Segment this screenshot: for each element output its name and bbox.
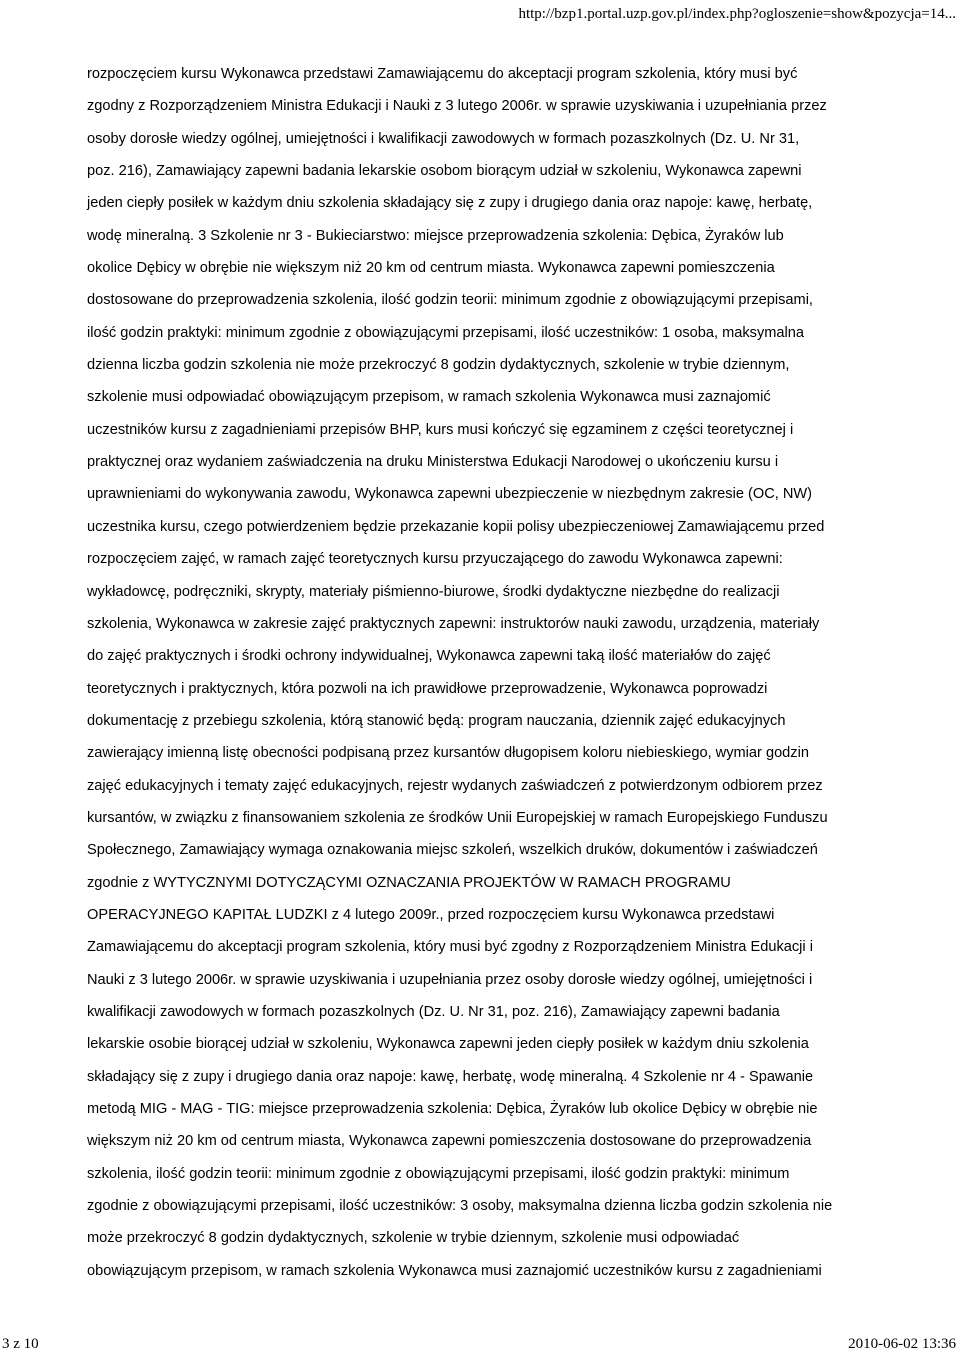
text-line: teoretycznych i praktycznych, która pozwoli na ich prawidłowe przeprowadzenie, Wykonawca poprowadzi: [87, 680, 768, 697]
text-line: Zamawiającemu do akceptacji program szkolenia, który musi być zgodny z Rozporządzeniem Ministra Edukacji i: [87, 939, 813, 956]
text-line: uprawnieniami do wykonywania zawodu, Wykonawca zapewni ubezpieczenie w niezbędnym zakresie (OC, NW): [87, 486, 813, 503]
print-timestamp: 2010-06-02 13:36: [848, 1336, 956, 1352]
text-line: zawierający imienną listę obecności podpisaną przez kursantów długopisem koloru niebieskiego, wymiar godzin: [87, 745, 809, 762]
text-line: jeden ciepły posiłek w każdym dniu szkolenia składający się z zupy i drugiego dania oraz napoje: kawę, herbatę,: [87, 195, 813, 212]
document-body-text: [87, 64, 897, 1293]
text-line: dzienna liczba godzin szkolenia nie może przekroczyć 8 godzin dydaktycznych, szkolenie w trybie dziennym,: [87, 357, 790, 374]
text-line: OPERACYJNEGO KAPITAŁ LUDZKI z 4 lutego 2009r., przed rozpoczęciem kursu Wykonawca przedstawi: [87, 906, 775, 923]
text-line: szkolenia, Wykonawca w zakresie zajęć praktycznych zapewni: instruktorów nauki zawodu, urządzenia, materiały: [87, 615, 820, 632]
text-line: obowiązującym przepisom, w ramach szkolenia Wykonawca musi zaznajomić uczestników kursu z zagadnieniami: [87, 1262, 822, 1279]
text-line: osoby dorosłe wiedzy ogólnej, umiejętności i kwalifikacji zawodowych w formach pozaszkolnych (Dz. U. Nr 31,: [87, 130, 800, 147]
text-line: uczestników kursu z zagadnieniami przepisów BHP, kurs musi kończyć się egzaminem z części teoretycznej i: [87, 421, 794, 438]
text-line: kwalifikacji zawodowych w formach pozaszkolnych (Dz. U. Nr 31, poz. 216), Zamawiający zapewni badania: [87, 1003, 780, 1020]
text-line: zgodny z Rozporządzeniem Ministra Edukacji i Nauki z 3 lutego 2006r. w sprawie uzyskiwania i uzupełniania przez: [87, 98, 827, 115]
text-line: wykładowcę, podręczniki, skrypty, materiały piśmienno-biurowe, środki dydaktyczne niezbędne do realizacji: [87, 583, 780, 600]
text-line: zgodnie z obowiązującymi przepisami, ilość uczestników: 3 osoby, maksymalna dzienna liczba godzin szkolenia nie: [87, 1198, 833, 1215]
text-line: uczestnika kursu, czego potwierdzeniem będzie przekazanie kopii polisy ubezpieczeniowej Zamawiającemu przed: [87, 518, 825, 535]
text-line: szkolenie musi odpowiadać obowiązującym przepisom, w ramach szkolenia Wykonawca musi zaznajomić: [87, 389, 771, 406]
text-line: może przekroczyć 8 godzin dydaktycznych, szkolenie w trybie dziennym, szkolenie musi odpowiadać: [87, 1230, 740, 1247]
text-line: kursantów, w związku z finansowaniem szkolenia ze środków Unii Europejskiej w ramach Europejskiego Funduszu: [87, 809, 828, 826]
text-line: lekarskie osobie biorącej udział w szkoleniu, Wykonawca zapewni jeden ciepły posiłek w każdym dniu szkolenia: [87, 1036, 809, 1053]
text-line: metodą MIG - MAG - TIG: miejsce przeprowadzenia szkolenia: Dębica, Żyraków lub okolice Dębicy w obrębie nie: [87, 1101, 818, 1117]
text-line: składający się z zupy i drugiego dania oraz napoje: kawę, herbatę, wodę mineralną. 4 Szkolenie nr 4 - Spawanie: [87, 1068, 814, 1085]
text-line: ilość godzin praktyki: minimum zgodnie z obowiązującymi przepisami, ilość uczestników: 1 osoba, maksymalna: [87, 324, 805, 341]
text-line: Społecznego, Zamawiający wymaga oznakowania miejsc szkoleń, wszelkich druków, dokumentów i zaświadczeń: [87, 842, 818, 859]
text-line: praktycznej oraz wydaniem zaświadczenia na druku Ministerstwa Edukacji Narodowej o ukończeniu kursu i: [87, 454, 779, 471]
text-line: zgodnie z WYTYCZNYMI DOTYCZĄCYMI OZNACZANIA PROJEKTÓW W RAMACH PROGRAMU: [87, 874, 731, 891]
text-line: do zajęć praktycznych i środki ochrony indywidualnej, Wykonawca zapewni taką ilość materiałów do zajęć: [87, 648, 771, 665]
text-line: poz. 216), Zamawiający zapewni badania lekarskie osobom biorącym udział w szkoleniu, Wykonawca zapewni: [87, 163, 802, 180]
text-line: Nauki z 3 lutego 2006r. w sprawie uzyskiwania i uzupełniania przez osoby dorosłe wiedzy ogólnej, umiejętności i: [87, 971, 813, 988]
text-line: dokumentację z przebiegu szkolenia, którą stanowić będą: program nauczania, dziennik zajęć edukacyjnych: [87, 712, 786, 729]
text-line: dostosowane do przeprowadzenia szkolenia, ilość godzin teorii: minimum zgodnie z obowiązującymi przepisami,: [87, 292, 813, 309]
page-url-header: http://bzp1.portal.uzp.gov.pl/index.php?ogloszenie=show&pozycja=14...: [518, 6, 956, 22]
text-line: rozpoczęciem zajęć, w ramach zajęć teoretycznych kursu przyuczającego do zawodu Wykonawca zapewni:: [87, 551, 783, 568]
text-line: wodę mineralną. 3 Szkolenie nr 3 - Bukieciarstwo: miejsce przeprowadzenia szkolenia: Dębica, Żyraków lub: [87, 227, 784, 244]
text-line: okolice Dębicy w obrębie nie większym niż 20 km od centrum miasta. Wykonawca zapewni pomieszczenia: [87, 260, 775, 277]
text-line: zajęć edukacyjnych i tematy zajęć edukacyjnych, rejestr wydanych zaświadczeń z potwierdzonym odbiorem przez: [87, 777, 823, 794]
text-line: szkolenia, ilość godzin teorii: minimum zgodnie z obowiązującymi przepisami, ilość godzin praktyki: minimum: [87, 1165, 790, 1182]
text-line: większym niż 20 km od centrum miasta, Wykonawca zapewni pomieszczenia dostosowane do przeprowadzenia: [87, 1133, 812, 1150]
page-number: 3 z 10: [2, 1336, 39, 1352]
text-line: rozpoczęciem kursu Wykonawca przedstawi Zamawiającemu do akceptacji program szkolenia, który musi być: [87, 66, 798, 82]
